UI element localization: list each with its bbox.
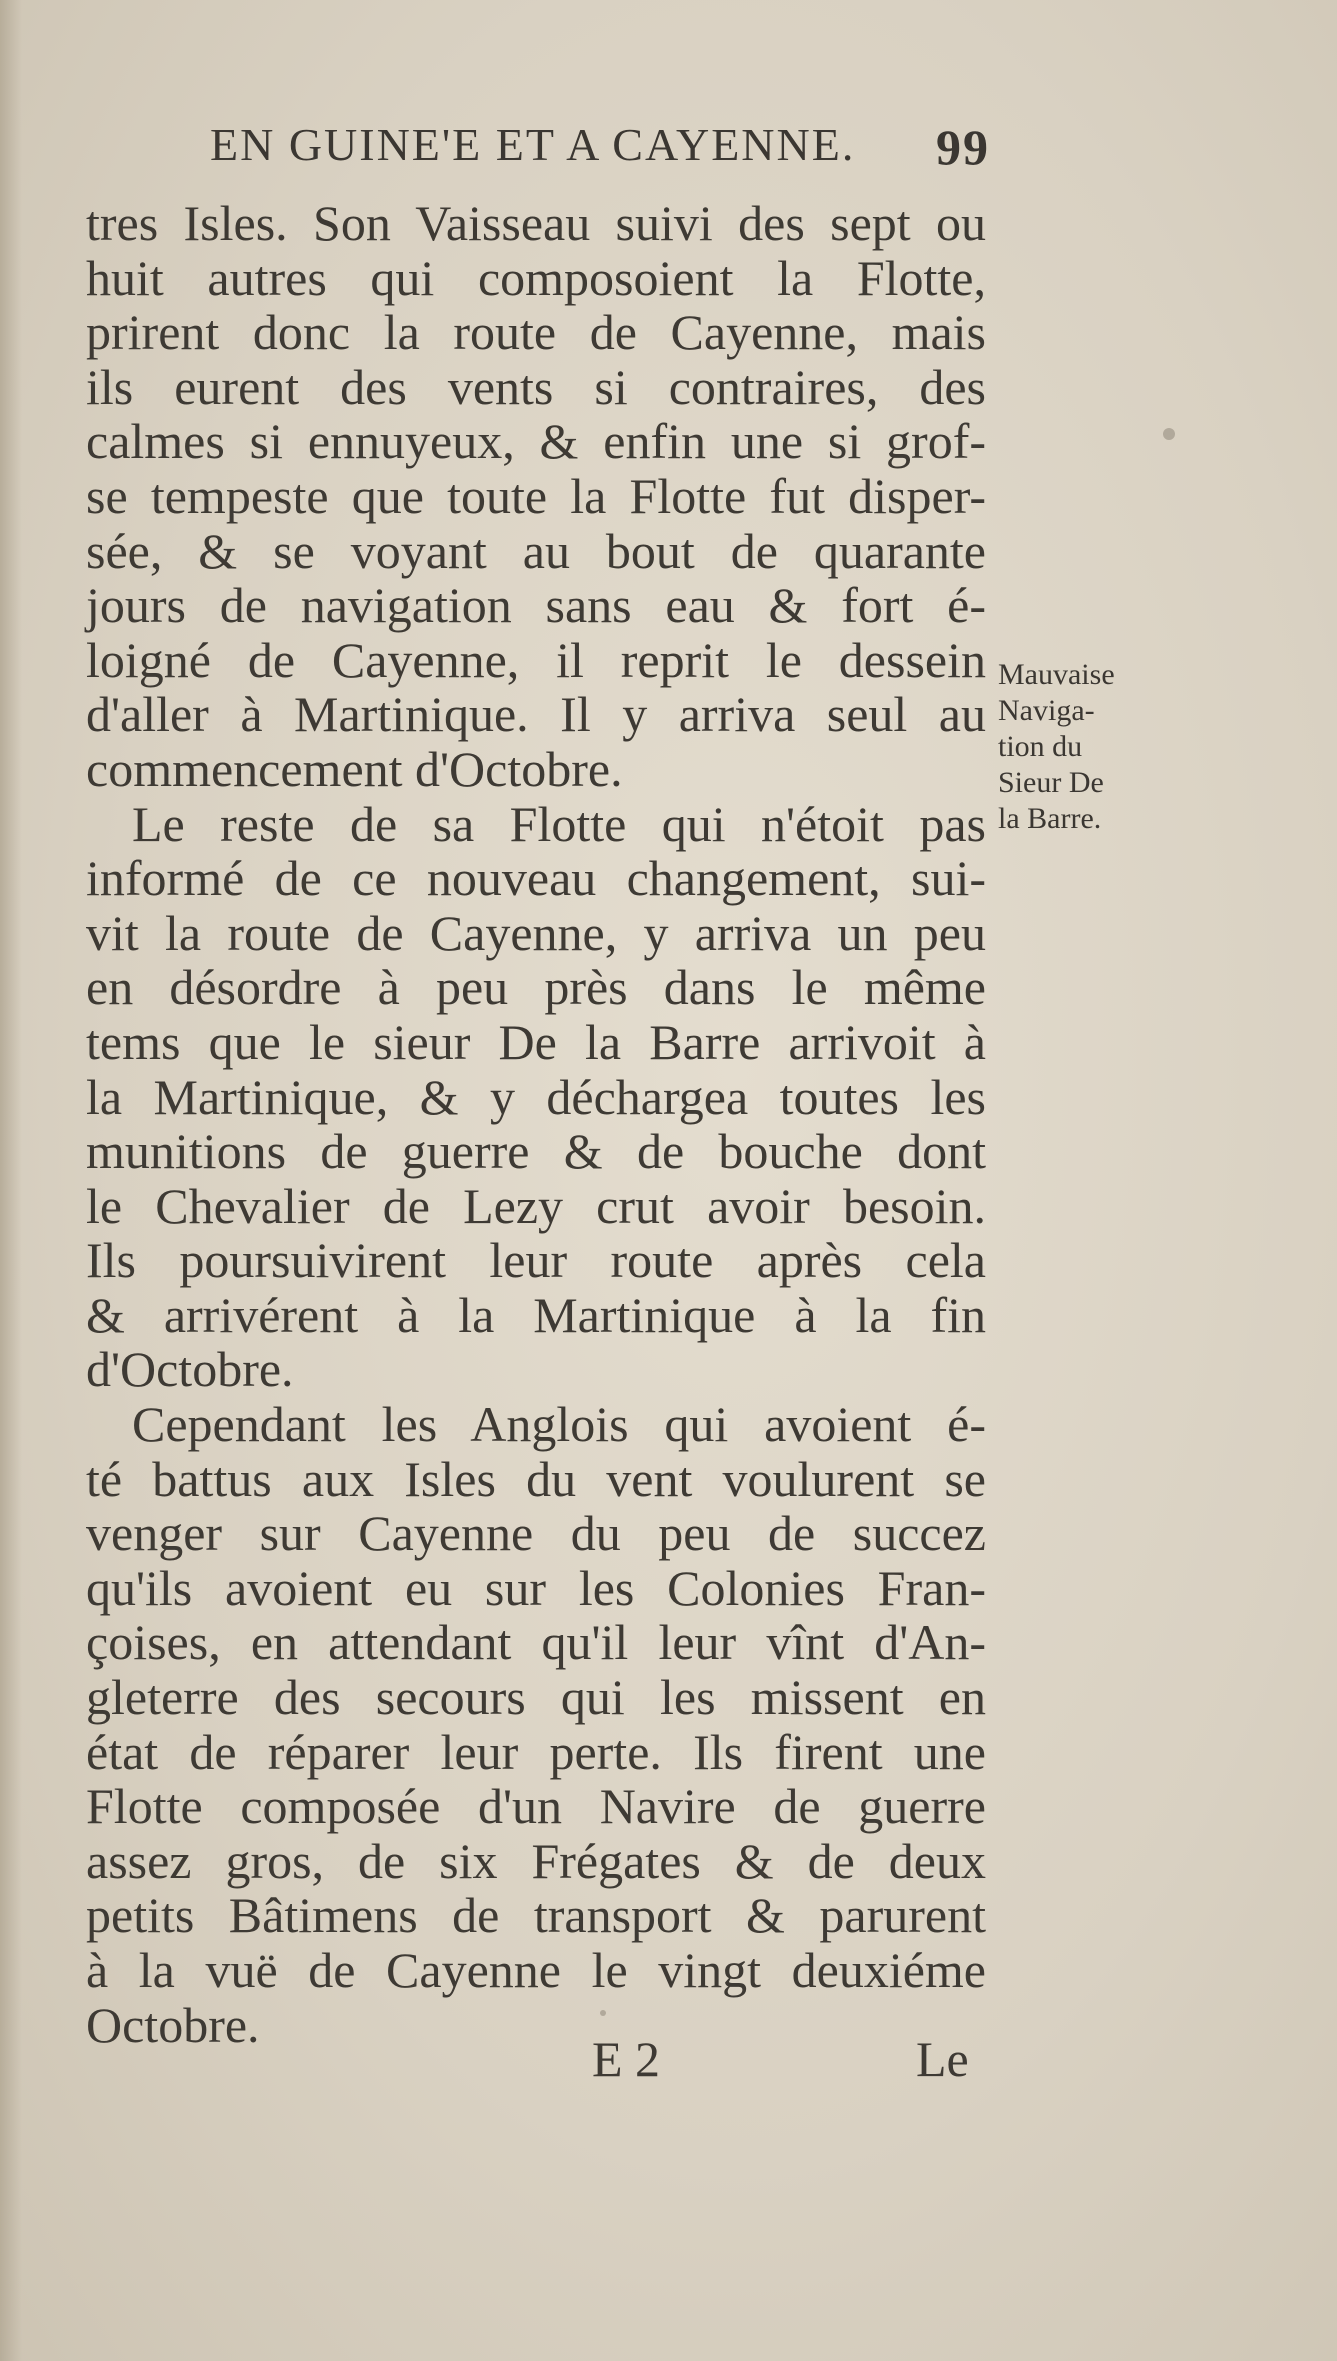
margin-note-line: Naviga- (998, 694, 1095, 727)
running-head (210, 118, 990, 188)
margin-note (998, 657, 1148, 837)
text-line: munitions de guerre & de bouche dont (86, 1123, 986, 1180)
text-line: se tempeste que toute la Flotte fut disper- (86, 467, 986, 524)
text-line: sée, & se voyant au bout de quarante (86, 522, 986, 579)
margin-note-line: tion du (998, 730, 1083, 763)
body-text (86, 196, 986, 2052)
text-line: gleterre des secours qui les missent en (86, 1669, 986, 1726)
paper-foxing-spot (1163, 428, 1175, 440)
text-line: d'aller à Martinique. Il y arriva seul au (86, 686, 986, 743)
page-number: 99 (936, 119, 990, 175)
text-line: qu'ils avoient eu sur les Colonies Fran- (86, 1559, 986, 1616)
text-line: prirent donc la route de Cayenne, mais (86, 304, 986, 361)
text-line: venger sur Cayenne du peu de succez (86, 1505, 986, 1562)
text-line: assez gros, de six Frégates & de deux (86, 1832, 986, 1889)
text-line: en désordre à peu près dans le même (86, 959, 986, 1016)
text-line: Cependant les Anglois qui avoient é- (132, 1396, 986, 1453)
text-line: & arrivérent à la Martinique à la fin (86, 1286, 986, 1343)
text-line: vit la route de Cayenne, y arriva un peu (86, 904, 986, 961)
text-line: Le reste de sa Flotte qui n'étoit pas (132, 795, 986, 852)
margin-note-line: Sieur De (998, 766, 1104, 799)
text-line: té battus aux Isles du vent voulurent se (86, 1450, 986, 1507)
text-line: tems que le sieur De la Barre arrivoit à (86, 1013, 986, 1070)
text-line: çoises, en attendant qu'il leur vînt d'An- (86, 1614, 986, 1671)
text-line: calmes si ennuyeux, & enfin une si grof- (86, 413, 986, 470)
text-line: huit autres qui composoient la Flotte, (86, 249, 986, 306)
text-line: Octobre. (86, 1996, 260, 2053)
catchword: Le (916, 2031, 969, 2087)
text-line: état de réparer leur perte. Ils firent une (86, 1723, 986, 1780)
signature-mark: E 2 (592, 2031, 661, 2087)
text-line: le Chevalier de Lezy crut avoir besoin. (86, 1177, 986, 1234)
text-line: commencement d'Octobre. (86, 740, 623, 797)
gutter-shadow (0, 0, 22, 2361)
text-line: d'Octobre. (86, 1341, 294, 1398)
text-line: petits Bâtimens de transport & parurent (86, 1887, 986, 1944)
text-line: Ils poursuivirent leur route après cela (86, 1232, 986, 1289)
text-line: ils eurent des vents si contraires, des (86, 358, 986, 415)
margin-note-line: la Barre. (998, 802, 1102, 835)
text-line: informé de ce nouveau changement, sui- (86, 850, 986, 907)
margin-note-line: Mauvaise (998, 658, 1115, 691)
text-line: tres Isles. Son Vaisseau suivi des sept ou (86, 195, 986, 251)
text-line: jours de navigation sans eau & fort é- (86, 577, 986, 634)
text-line: Flotte composée d'un Navire de guerre (86, 1778, 986, 1835)
text-line: la Martinique, & y déchargea toutes les (86, 1068, 986, 1125)
running-title: EN GUINE'E ET A CAYENNE. (210, 119, 856, 170)
paper-foxing-spot (600, 2010, 606, 2016)
text-line: loigné de Cayenne, il reprit le dessein (86, 631, 986, 688)
text-line: à la vuë de Cayenne le vingt deuxiéme (86, 1942, 986, 1998)
